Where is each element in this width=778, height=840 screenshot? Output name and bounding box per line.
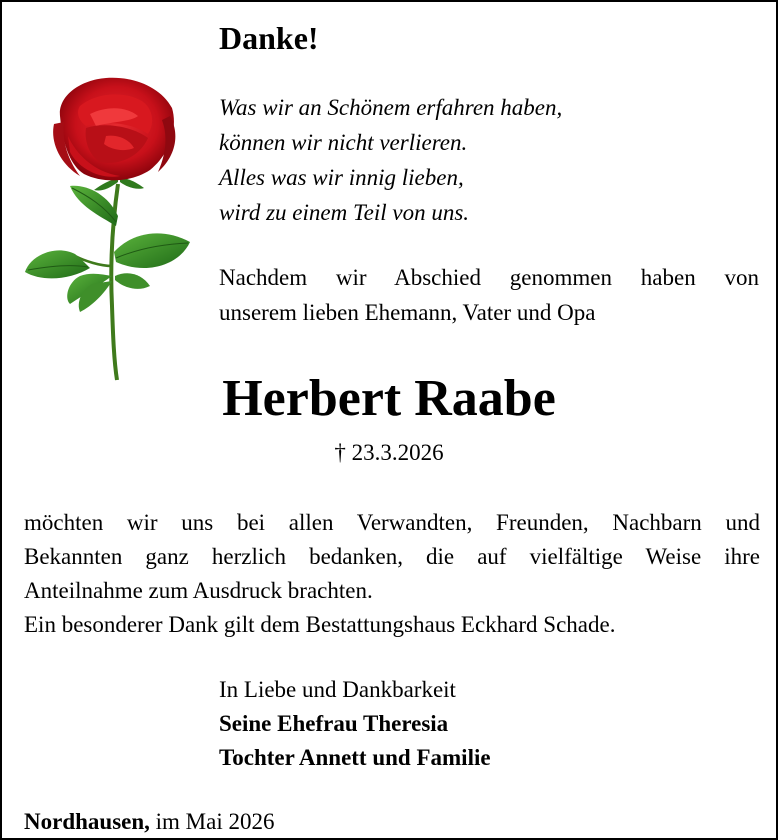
deceased-name: Herbert Raabe bbox=[222, 370, 556, 427]
poem-line: Was wir an Schönem erfahren haben, bbox=[219, 95, 563, 120]
closing-line: In Liebe und Dankbarkeit bbox=[219, 677, 456, 702]
thanks-line-3: Anteilnahme zum Ausdruck brachten. bbox=[24, 578, 373, 603]
death-date: † 23.3.2026 bbox=[334, 440, 444, 465]
place-date bbox=[24, 805, 275, 839]
place-city: Nordhausen, bbox=[24, 809, 150, 834]
thanks-text bbox=[24, 506, 760, 642]
poem bbox=[219, 90, 562, 230]
signature-family: Tochter Annett und Familie bbox=[219, 745, 491, 770]
poem-line: wird zu einem Teil von uns. bbox=[219, 200, 470, 225]
thanks-line-2: Bekannten ganz herzlich bedanken, die auf vielfältige Weise ihre bbox=[24, 544, 760, 569]
place-date-text: im Mai 2026 bbox=[149, 809, 275, 834]
intro-line-1: Nachdem wir Abschied genommen haben von bbox=[219, 265, 759, 290]
thanks-line-1: möchten wir uns bei allen Verwandten, Freunden, Nachbarn und bbox=[24, 510, 760, 535]
intro-line-2: unserem lieben Ehemann, Vater und Opa bbox=[219, 300, 596, 325]
thanks-line-4: Ein besonderer Dank gilt dem Bestattungshaus Eckhard Schade. bbox=[24, 612, 616, 637]
poem-line: können wir nicht verlieren. bbox=[219, 130, 468, 155]
signature-block bbox=[219, 673, 491, 775]
poem-line: Alles was wir innig lieben, bbox=[219, 165, 464, 190]
heading: Danke! bbox=[219, 20, 319, 56]
signature-wife: Seine Ehefrau Theresia bbox=[219, 711, 449, 736]
red-rose-icon bbox=[20, 76, 196, 382]
intro-text bbox=[219, 260, 759, 330]
